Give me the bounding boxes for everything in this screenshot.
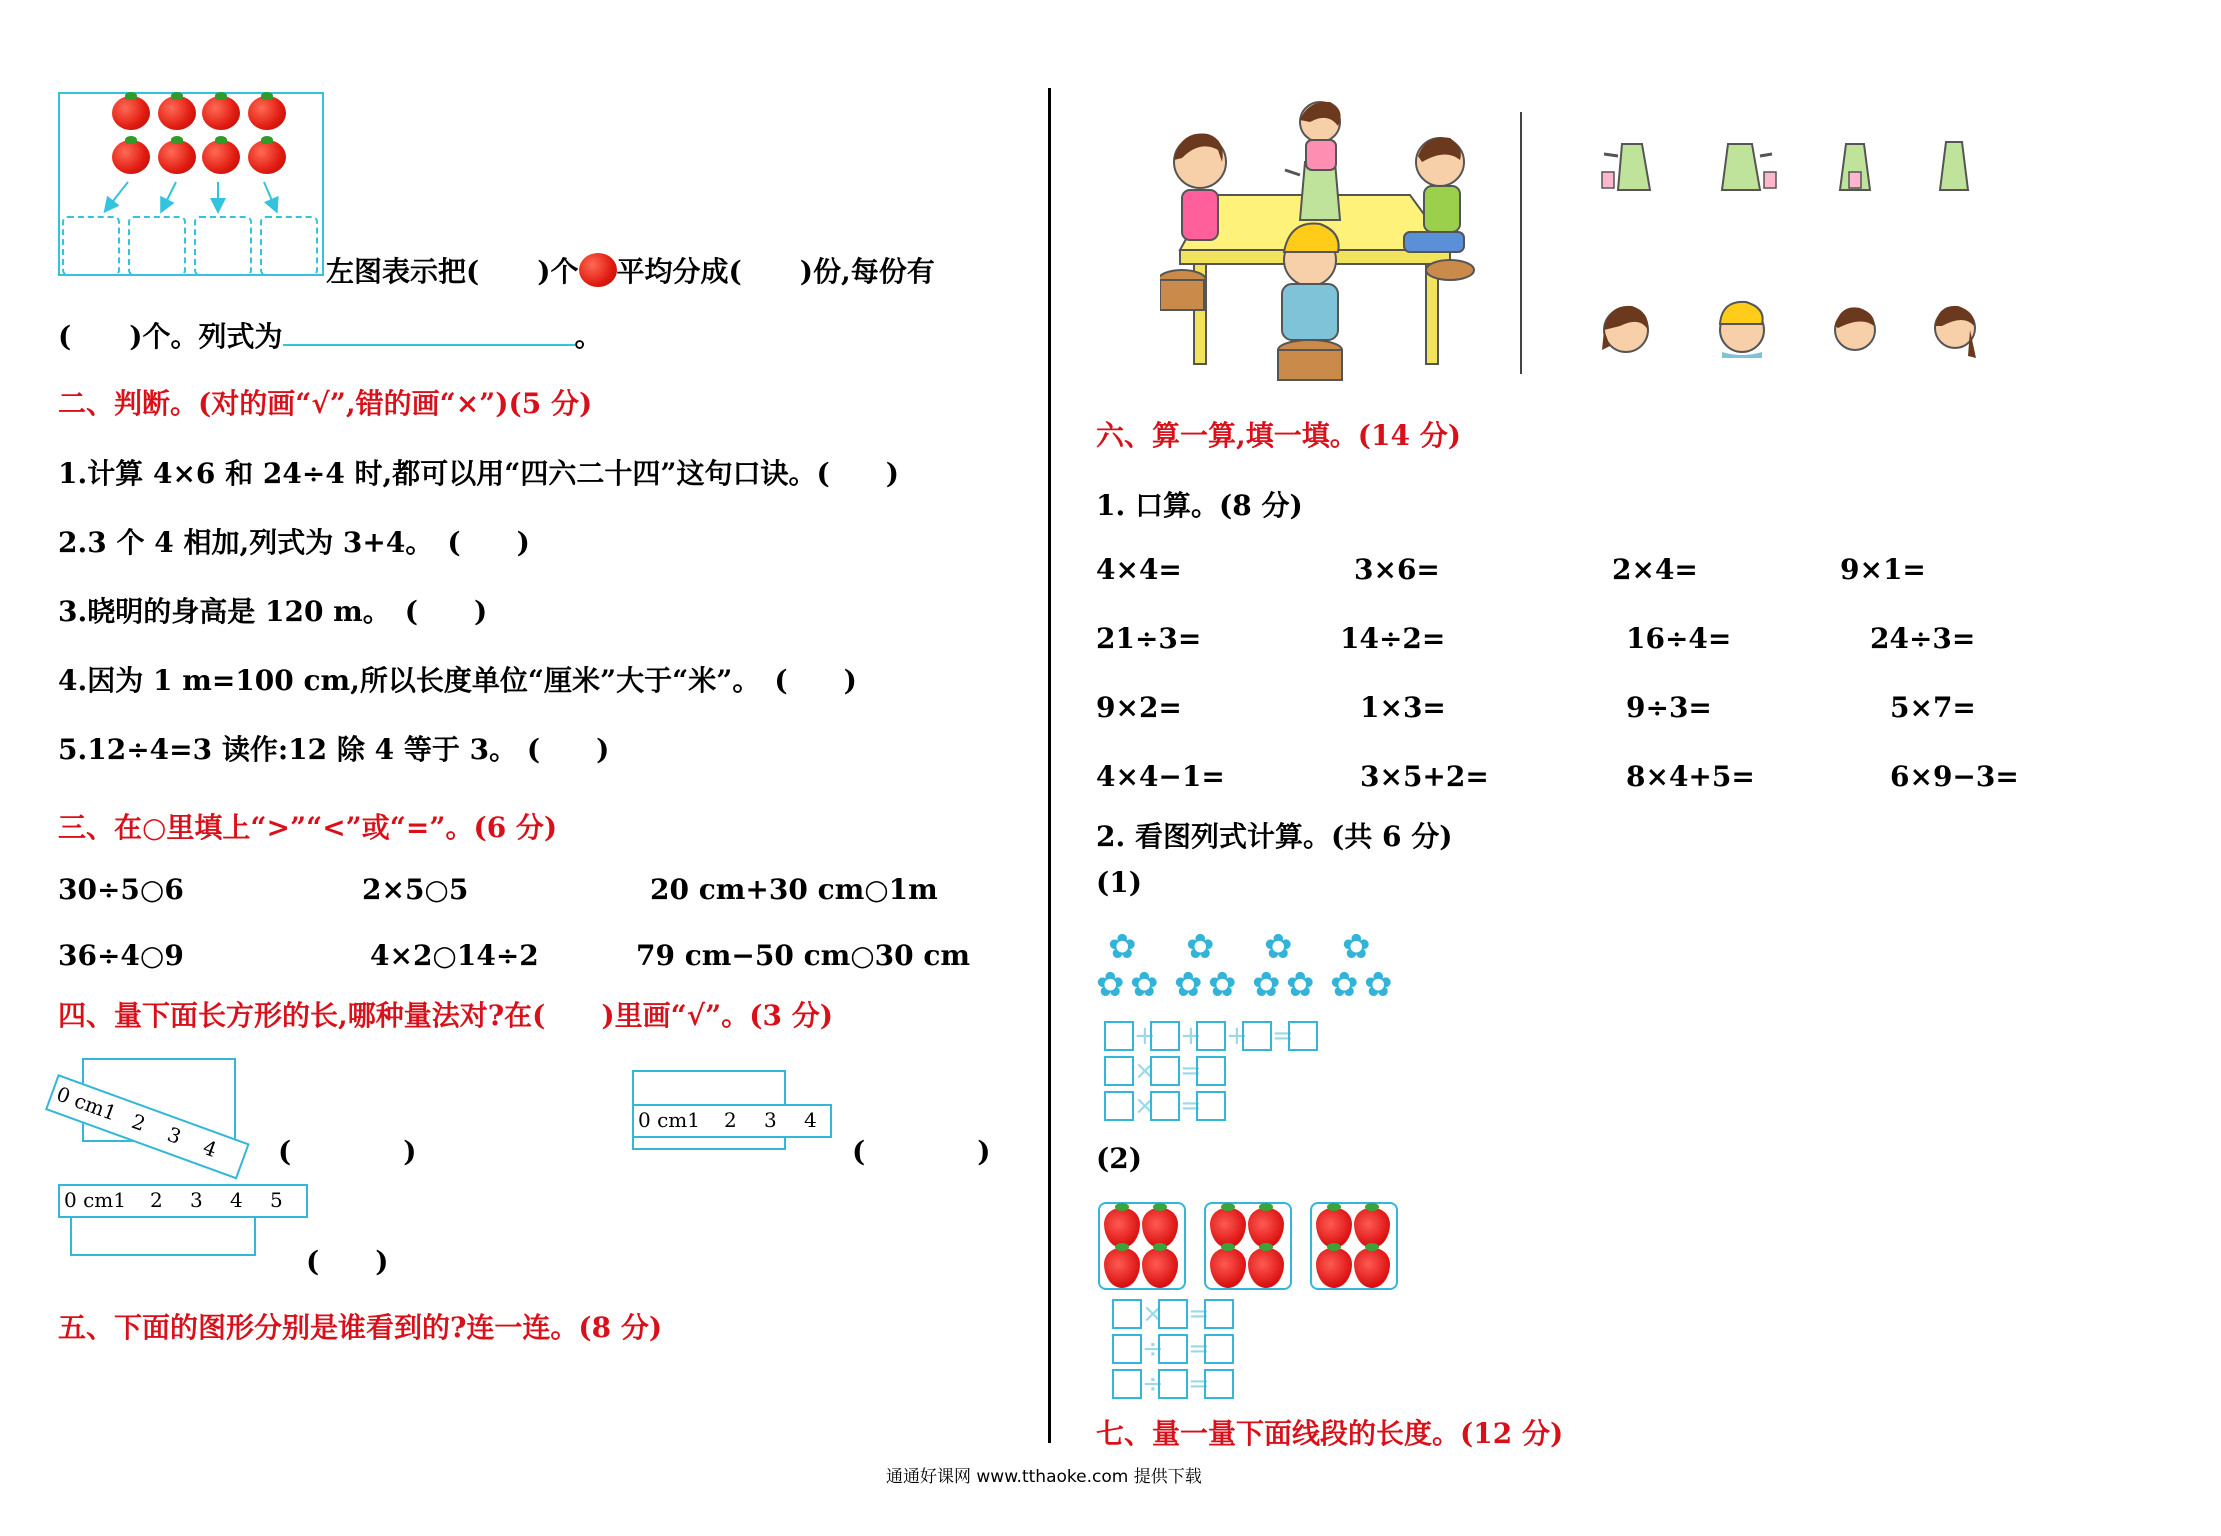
operator: + (1180, 1020, 1202, 1051)
boy-head-icon (1826, 298, 1884, 356)
oral-calc-item: 4×4= (1096, 553, 1182, 586)
flower-icon: ✿ (1252, 965, 1281, 1005)
oral-calc-item: 9×2= (1096, 691, 1182, 724)
compare-item: 30÷5○6 (58, 873, 184, 906)
flower-icon: ✿ (1286, 965, 1315, 1005)
ruler-label: 5 (270, 1188, 283, 1212)
compare-item: 4×2○14÷2 (370, 939, 539, 972)
answer-box[interactable] (1112, 1334, 1142, 1364)
answer-box (260, 216, 318, 276)
operator: ÷ (1142, 1333, 1164, 1364)
ruler-label: 4 (199, 1135, 221, 1162)
part2-label: (2) (1096, 1142, 1142, 1175)
answer-box[interactable] (1196, 1091, 1226, 1121)
compare-item: 79 cm−50 cm○30 cm (636, 939, 971, 972)
answer-box[interactable] (1196, 1056, 1226, 1086)
q1-line2-text-b: )个。列式为 (129, 320, 283, 353)
answer-box[interactable] (1204, 1299, 1234, 1329)
operator: + (1226, 1020, 1248, 1051)
oral-calc-item: 14÷2= (1340, 622, 1446, 655)
ruler-label: 0 cm1 (638, 1108, 700, 1132)
answer-box[interactable] (1150, 1091, 1180, 1121)
oral-calc-item: 2×4= (1612, 553, 1698, 586)
flower-icon: ✿ (1096, 965, 1125, 1005)
flower-icon: ✿ (1174, 965, 1203, 1005)
flower-icon: ✿ (1130, 965, 1159, 1005)
flower-icon: ✿ (1264, 927, 1293, 967)
strawberry-icon (1142, 1208, 1178, 1248)
section6-sub1: 1. 口算。(8 分) (1096, 489, 1303, 522)
kettle-view-4-icon (1934, 136, 1974, 196)
answer-box[interactable] (1104, 1091, 1134, 1121)
girl-back-head-icon (1926, 298, 1984, 362)
rectangle (70, 1216, 256, 1256)
answer-line[interactable] (283, 320, 575, 346)
strawberry-icon (1316, 1248, 1352, 1288)
answer-box[interactable] (1104, 1021, 1134, 1051)
equation-row-mul-2 (1104, 1090, 1226, 1121)
q1-line2-end: 。 (574, 320, 603, 353)
operator: = (1188, 1368, 1210, 1399)
answer-paren[interactable]: ( ) (852, 1135, 991, 1168)
ruler-label: 2 (724, 1108, 737, 1132)
judge-item-2: 2.3 个 4 相加,列式为 3+4。 ( ) (58, 526, 530, 559)
answer-box[interactable] (1204, 1334, 1234, 1364)
oral-calc-item: 1×3= (1360, 691, 1446, 724)
tomato-division-figure (58, 92, 324, 276)
answer-box[interactable] (1112, 1369, 1142, 1399)
judge-item-4: 4.因为 1 m=100 cm,所以长度单位“厘米”大于“米”。 ( ) (58, 664, 857, 697)
ruler-label: 4 (804, 1108, 817, 1132)
girl-head-icon (1594, 296, 1658, 360)
ruler-label: 4 (230, 1188, 243, 1212)
judge-item-1: 1.计算 4×6 和 24÷4 时,都可以用“四六二十四”这句口诀。( ) (58, 457, 900, 490)
equation-row-div-2 (1112, 1368, 1234, 1399)
answer-paren[interactable]: ( ) (306, 1245, 389, 1278)
operator: = (1180, 1090, 1202, 1121)
oral-calc-item: 8×4+5= (1626, 760, 1755, 793)
oral-calc-item: 3×5+2= (1360, 760, 1489, 793)
equation-row-add (1104, 1020, 1318, 1051)
strawberry-figure (1098, 1202, 1398, 1292)
compare-item: 36÷4○9 (58, 939, 184, 972)
oral-calc-item: 21÷3= (1096, 622, 1202, 655)
strawberry-icon (1104, 1208, 1140, 1248)
operator: = (1188, 1333, 1210, 1364)
flower-icon: ✿ (1364, 965, 1393, 1005)
measure-option-a (53, 1050, 268, 1162)
answer-box[interactable] (1196, 1021, 1226, 1051)
section2-title: 二、判断。(对的画“√”,错的画“×”)(5 分) (58, 387, 593, 420)
kettle-view-2-icon (1712, 136, 1782, 196)
strawberry-icon (1316, 1208, 1352, 1248)
oral-calc-item: 3×6= (1354, 553, 1440, 586)
ruler (632, 1104, 832, 1138)
flowers-figure (1096, 927, 1416, 1006)
operator: × (1134, 1090, 1156, 1121)
q1-line1-text-a: 左图表示把( (326, 255, 480, 288)
section3-title: 三、在○里填上“>”“<”或“=”。(6 分) (58, 811, 558, 844)
equation-row-mul-1 (1104, 1055, 1226, 1086)
kettle-view-3-icon (1832, 136, 1882, 196)
flower-icon: ✿ (1186, 927, 1215, 967)
q1-line1-text-d: )份,每份有 (799, 255, 935, 288)
flower-icon: ✿ (1342, 927, 1371, 967)
strawberry-icon (1354, 1208, 1390, 1248)
answer-box (62, 216, 120, 276)
children-at-table-illustration (1160, 100, 1480, 390)
measure-option-c (58, 1184, 318, 1264)
oral-calc-item: 16÷4= (1626, 622, 1732, 655)
ruler-label: 2 (128, 1109, 149, 1136)
kettle-view-1-icon (1598, 136, 1668, 196)
q1-line2-text-a: ( (58, 320, 72, 353)
boy-cap-head-icon (1712, 294, 1772, 360)
ruler-label: 3 (164, 1122, 185, 1149)
q1-line1 (326, 250, 935, 290)
operator: = (1188, 1298, 1210, 1329)
answer-box[interactable] (1288, 1021, 1318, 1051)
answer-box[interactable] (1158, 1369, 1188, 1399)
answer-box (128, 216, 186, 276)
measure-option-b (632, 1070, 842, 1150)
strawberry-icon (1248, 1248, 1284, 1288)
strawberry-group (1098, 1202, 1186, 1290)
section7-title: 七、量一量下面线段的长度。(12 分) (1096, 1417, 1564, 1450)
answer-box[interactable] (1112, 1299, 1142, 1329)
judge-item-3: 3.晓明的身高是 120 m。 ( ) (58, 595, 488, 628)
flower-icon: ✿ (1208, 965, 1237, 1005)
strawberry-icon (1248, 1208, 1284, 1248)
compare-item: 20 cm+30 cm○1m (650, 873, 938, 906)
q1-line2 (58, 315, 603, 355)
q1-line1-text-b: )个 (537, 255, 579, 288)
answer-box[interactable] (1150, 1021, 1180, 1051)
oral-calc-item: 9÷3= (1626, 691, 1712, 724)
answer-paren[interactable]: ( ) (278, 1135, 417, 1168)
operator: ÷ (1142, 1368, 1164, 1399)
answer-box[interactable] (1104, 1056, 1134, 1086)
section4-title: 四、量下面长方形的长,哪种量法对?在( )里画“√”。(3 分) (58, 999, 833, 1032)
ruler-label: 3 (190, 1188, 203, 1212)
ruler-label: 3 (764, 1108, 777, 1132)
operator: + (1134, 1020, 1156, 1051)
ruler (58, 1184, 308, 1218)
answer-box[interactable] (1204, 1369, 1234, 1399)
section6-sub2: 2. 看图列式计算。(共 6 分) (1096, 820, 1453, 853)
strawberry-group (1204, 1202, 1292, 1290)
equation-row-div-1 (1112, 1333, 1234, 1364)
answer-box[interactable] (1150, 1056, 1180, 1086)
section5-title: 五、下面的图形分别是谁看到的?连一连。(8 分) (58, 1311, 663, 1344)
column-divider (1048, 88, 1051, 1443)
answer-box (194, 216, 252, 276)
ruler-label: 2 (150, 1188, 163, 1212)
answer-box[interactable] (1158, 1299, 1188, 1329)
strawberry-icon (1104, 1248, 1140, 1288)
oral-calc-item: 24÷3= (1870, 622, 1976, 655)
compare-item: 2×5○5 (362, 873, 469, 906)
operator: × (1142, 1298, 1164, 1329)
strawberry-group (1310, 1202, 1398, 1290)
judge-item-5: 5.12÷4=3 读作:12 除 4 等于 3。 ( ) (58, 733, 610, 766)
tomato-inline-icon (579, 253, 617, 287)
operator: = (1272, 1020, 1294, 1051)
strawberry-icon (1210, 1208, 1246, 1248)
operator: = (1180, 1055, 1202, 1086)
figure-divider (1520, 112, 1522, 374)
flower-icon: ✿ (1108, 927, 1137, 967)
q1-line1-text-c: 平均分成( (616, 255, 742, 288)
answer-box[interactable] (1242, 1021, 1272, 1051)
oral-calc-item: 9×1= (1840, 553, 1926, 586)
oral-calc-item: 5×7= (1890, 691, 1976, 724)
footer-text: 通通好课网 www.tthaoke.com 提供下载 (886, 1467, 1202, 1487)
strawberry-icon (1142, 1248, 1178, 1288)
flower-icon: ✿ (1330, 965, 1359, 1005)
part1-label: (1) (1096, 866, 1142, 899)
operator: × (1134, 1055, 1156, 1086)
oral-calc-item: 6×9−3= (1890, 760, 2019, 793)
section6-title: 六、算一算,填一填。(14 分) (1096, 419, 1461, 452)
strawberry-icon (1354, 1248, 1390, 1288)
strawberry-icon (1210, 1248, 1246, 1288)
equation-row-mul (1112, 1298, 1234, 1329)
ruler-label: 0 cm1 (53, 1081, 120, 1126)
oral-calc-item: 4×4−1= (1096, 760, 1225, 793)
answer-box[interactable] (1158, 1334, 1188, 1364)
ruler-label: 0 cm1 (64, 1188, 126, 1212)
